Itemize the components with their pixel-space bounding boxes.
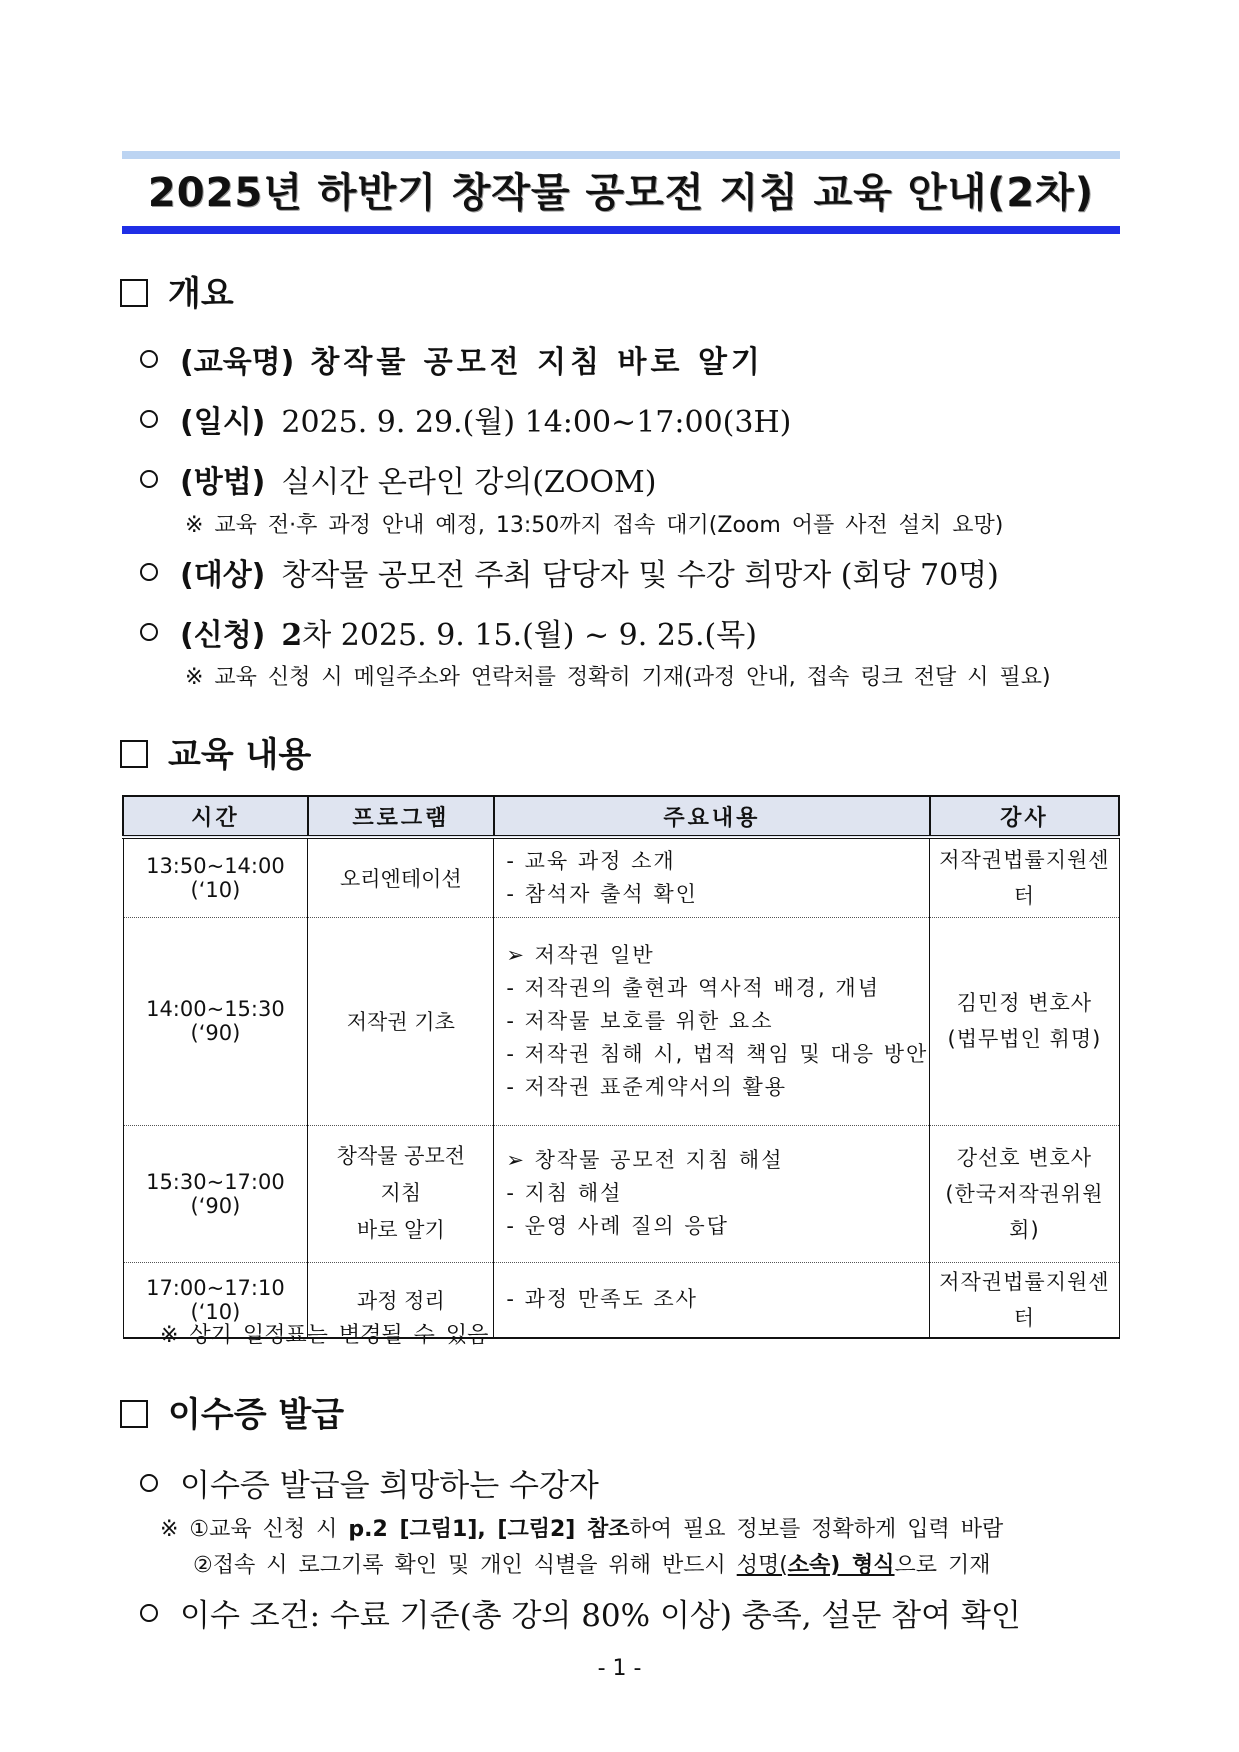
square-icon <box>120 1400 148 1428</box>
cell-content <box>494 837 930 917</box>
table-header-row <box>123 796 1119 837</box>
cell-program <box>308 917 494 1125</box>
note2-prefix: ②접속 시 로그기록 확인 및 개인 식별을 위해 반드시 <box>193 1553 737 1578</box>
content-line: - 과정 만족도 조사 <box>506 1287 698 1311</box>
square-icon <box>120 279 148 307</box>
cell-program <box>308 837 494 917</box>
content-line: - 운영 사례 질의 응답 <box>506 1214 729 1238</box>
name-value: 창작물 공모전 지침 바로 알기 <box>310 345 764 380</box>
cell-instructor <box>930 917 1119 1125</box>
overview-item-name <box>140 337 764 381</box>
cell-content <box>494 917 930 1125</box>
note2-underline-2: 소속) 형식 <box>787 1553 895 1578</box>
program-line: 창작물 공모전 <box>336 1144 466 1168</box>
content-line: ➢ 창작물 공모전 지침 해설 <box>506 1148 784 1172</box>
program-line: 지침 <box>380 1181 422 1205</box>
overview-item-date <box>140 397 791 441</box>
program-line: 오리엔테이션 <box>339 866 462 891</box>
instructor-line: 저작권법률지원센터 <box>939 1269 1110 1330</box>
page-title: 2025년 하반기 창작물 공모전 지침 교육 안내(2차) <box>147 170 1095 216</box>
cell-time: 15:30~17:00 (‘90) <box>123 1125 308 1262</box>
target-value: 창작물 공모전 주최 담당자 및 수강 희망자 (회당 70명) <box>281 558 999 593</box>
content-line: - 저작물 보호를 위한 요소 <box>506 1008 774 1033</box>
note2-underline-1: 성명( <box>736 1553 788 1578</box>
instructor-line: (한국저작권위원회) <box>945 1181 1104 1242</box>
section-content <box>120 727 311 776</box>
certificate-note-1 <box>160 1512 1003 1543</box>
overview-item-method <box>140 457 656 501</box>
note1-suffix: 하여 필요 정보를 정확하게 입력 바람 <box>629 1517 1004 1542</box>
circle-bullet-icon <box>140 563 158 581</box>
program-line: 저작권 기초 <box>346 1010 455 1034</box>
date-value: 2025. 9. 29.(월) 14:00~17:00(3H) <box>281 405 792 440</box>
instructor-line: 강선호 변호사 <box>956 1145 1093 1170</box>
note1-prefix: ※ ①교육 신청 시 <box>160 1517 349 1542</box>
section-overview <box>120 266 234 315</box>
cell-instructor <box>930 837 1119 917</box>
square-icon <box>120 740 148 768</box>
cell-content <box>494 1262 930 1338</box>
apply-round: 2 <box>281 618 303 653</box>
header-instructor: 강사 <box>930 796 1119 837</box>
method-value: 실시간 온라인 강의(ZOOM) <box>281 465 657 500</box>
section-content-label: 교육 내용 <box>168 735 312 775</box>
header-program: 프로그램 <box>308 796 494 837</box>
section-certificate-label: 이수증 발급 <box>168 1395 345 1435</box>
certificate-item-2-text: 이수 조건: 수료 기준(총 강의 80% 이상) 충족, 설문 참여 확인 <box>180 1598 1021 1634</box>
apply-value: 차 2025. 9. 15.(월) ~ 9. 25.(목) <box>302 618 757 653</box>
overview-item-apply <box>140 610 757 654</box>
overview-item-target <box>140 550 999 594</box>
instructor-line: (법무법인 휘명) <box>947 1027 1102 1051</box>
content-line: - 교육 과정 소개 <box>506 848 676 873</box>
circle-bullet-icon <box>140 470 158 488</box>
cell-time: 14:00~15:30 (‘90) <box>123 917 308 1125</box>
instructor-line: 저작권법률지원센터 <box>939 847 1110 908</box>
apply-label: (신청) <box>180 618 266 653</box>
cell-time: 13:50~14:00 (‘10) <box>123 837 308 917</box>
apply-note: ※ 교육 신청 시 메일주소와 연락처를 정확히 기재(과정 안내, 접속 링크 전달 시 필요) <box>185 665 1051 690</box>
cell-time: 17:00~17:10 (‘10) <box>123 1262 308 1338</box>
cell-instructor <box>930 1262 1119 1338</box>
table-row <box>123 917 1119 1125</box>
content-line: ➢ 저작권 일반 <box>506 942 655 967</box>
title-top-bar <box>122 151 1120 159</box>
name-label: (교육명) <box>180 345 295 380</box>
instructor-line: 김민정 변호사 <box>956 991 1093 1015</box>
cell-instructor <box>930 1125 1119 1262</box>
page-number: - 1 - <box>597 1656 642 1681</box>
content-line: - 저작권 표준계약서의 활용 <box>506 1074 788 1099</box>
cell-program <box>308 1125 494 1262</box>
program-line: 과정 정리 <box>356 1288 445 1313</box>
circle-bullet-icon <box>140 623 158 641</box>
section-certificate <box>120 1387 344 1436</box>
cell-content <box>494 1125 930 1262</box>
content-line: - 저작권의 출현과 역사적 배경, 개념 <box>506 975 880 1000</box>
table-row <box>123 837 1119 917</box>
header-content: 주요내용 <box>494 796 930 837</box>
circle-bullet-icon <box>140 410 158 428</box>
method-note: ※ 교육 전·후 과정 안내 예정, 13:50까지 접속 대기(Zoom 어플 사전 설치 요망) <box>185 513 1004 538</box>
target-label: (대상) <box>180 558 266 593</box>
content-line: - 참석자 출석 확인 <box>506 881 698 906</box>
content-line: - 지침 해설 <box>506 1181 623 1205</box>
certificate-note-2 <box>193 1548 991 1579</box>
schedule-note: ※ 상기 일정표는 변경될 수 있음 <box>160 1323 489 1348</box>
section-overview-label: 개요 <box>168 274 234 314</box>
certificate-item-1 <box>140 1460 599 1505</box>
note1-bold: p.2 [그림1], [그림2] 참조 <box>348 1517 630 1542</box>
certificate-item-1-text: 이수증 발급을 희망하는 수강자 <box>180 1468 599 1504</box>
date-label: (일시) <box>180 405 266 440</box>
table-row <box>123 1125 1119 1262</box>
circle-bullet-icon <box>140 350 158 368</box>
program-line: 바로 알기 <box>356 1218 445 1242</box>
note2-suffix: 으로 기재 <box>894 1553 991 1578</box>
circle-bullet-icon <box>140 1474 158 1492</box>
title-bottom-bar <box>122 226 1120 234</box>
method-label: (방법) <box>180 465 266 500</box>
circle-bullet-icon <box>140 1604 158 1622</box>
certificate-item-2 <box>140 1590 1021 1635</box>
content-line: - 저작권 침해 시, 법적 책임 및 대응 방안 <box>506 1041 929 1066</box>
schedule-table <box>122 795 1120 1339</box>
header-time: 시간 <box>123 796 308 837</box>
